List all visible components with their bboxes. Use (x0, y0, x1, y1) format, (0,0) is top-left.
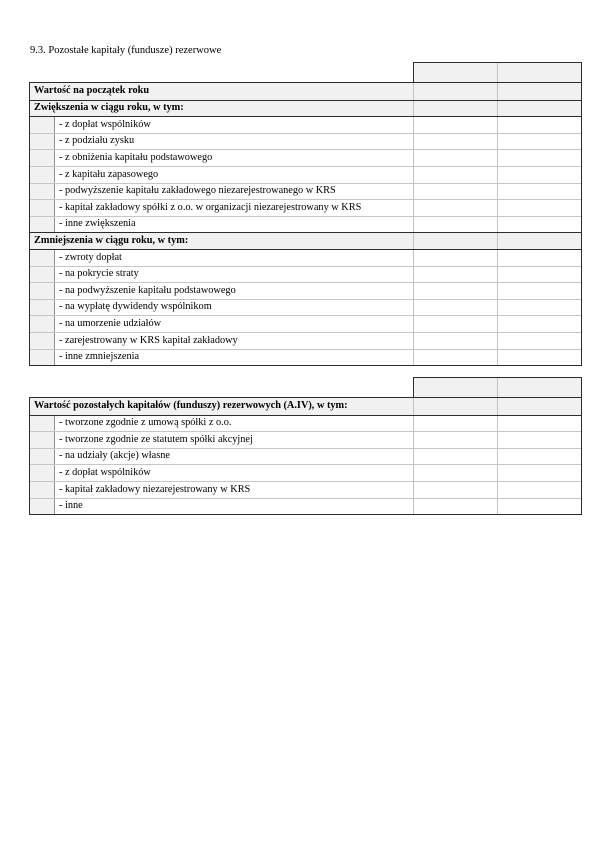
row-label: Wartość na początek roku (34, 85, 150, 97)
value-cell[interactable] (413, 449, 497, 465)
row-label: - tworzone zgodnie ze statutem spółki akcyjnej (59, 433, 253, 445)
value-cell[interactable] (413, 482, 497, 498)
value-cell[interactable] (497, 499, 581, 515)
value-cell[interactable] (413, 150, 497, 166)
value-cell[interactable] (497, 432, 581, 448)
table-row (30, 464, 581, 481)
table-row (30, 216, 581, 233)
row-label: - zarejestrowany w KRS kapitał zakładowy (59, 334, 238, 346)
row-indent-cell (30, 184, 55, 200)
value-cell[interactable] (497, 217, 581, 233)
value-cell[interactable] (497, 465, 581, 481)
row-indent-cell (30, 150, 55, 166)
value-cell[interactable] (413, 316, 497, 332)
row-indent-cell (30, 350, 55, 366)
table-row (30, 349, 581, 366)
row-indent-cell (30, 300, 55, 316)
value-cell[interactable] (413, 217, 497, 233)
value-cell[interactable] (497, 101, 581, 117)
row-indent-cell (30, 316, 55, 332)
row-label: - z podziału zysku (59, 135, 135, 147)
value-cell[interactable] (497, 134, 581, 150)
table-row (30, 398, 581, 415)
column-header-cell (414, 378, 497, 397)
value-cell[interactable] (497, 482, 581, 498)
table-row (30, 481, 581, 498)
value-cell[interactable] (413, 432, 497, 448)
row-indent-cell (30, 416, 55, 432)
table-row (30, 266, 581, 283)
row-label: - na podwyższenie kapitału podstawowego (59, 284, 236, 296)
value-cell[interactable] (497, 350, 581, 366)
value-cell[interactable] (413, 300, 497, 316)
capital-changes-table (29, 82, 582, 366)
table-row (30, 133, 581, 150)
value-cell[interactable] (413, 283, 497, 299)
row-label: - na wypłatę dywidendy wspólnikom (59, 301, 212, 313)
value-columns-header-table1 (413, 62, 582, 82)
value-columns-header-table2 (413, 377, 582, 397)
row-label: Zmniejszenia w ciągu roku, w tym: (34, 234, 189, 246)
row-label: Wartość pozostałych kapitałów (funduszy) rezerwowych (A.IV), w tym: (34, 400, 348, 412)
row-label: - inne zwiększenia (59, 218, 136, 230)
table-row (30, 83, 581, 100)
value-cell[interactable] (497, 267, 581, 283)
value-cell[interactable] (413, 200, 497, 216)
table-row (30, 249, 581, 266)
table-row (30, 282, 581, 299)
table-row (30, 448, 581, 465)
value-cell[interactable] (413, 398, 497, 415)
table-row (30, 116, 581, 133)
table-row (30, 299, 581, 316)
table-row (30, 183, 581, 200)
row-label: - na udziały (akcje) własne (59, 450, 170, 462)
value-cell[interactable] (497, 83, 581, 100)
value-cell[interactable] (497, 233, 581, 249)
row-indent-cell (30, 117, 55, 133)
table-row (30, 415, 581, 432)
value-cell[interactable] (497, 398, 581, 415)
value-cell[interactable] (497, 416, 581, 432)
row-label: - na umorzenie udziałów (59, 317, 162, 329)
value-cell[interactable] (413, 250, 497, 266)
row-label: - inne zmniejszenia (59, 351, 140, 363)
value-cell[interactable] (497, 449, 581, 465)
value-cell[interactable] (497, 150, 581, 166)
row-indent-cell (30, 482, 55, 498)
table-row (30, 232, 581, 249)
value-cell[interactable] (497, 333, 581, 349)
value-cell[interactable] (413, 267, 497, 283)
table-row (30, 498, 581, 515)
table-row (30, 199, 581, 216)
row-label: - podwyższenie kapitału zakładowego niezarejestrowanego w KRS (59, 185, 336, 197)
reserve-capital-composition-table (29, 397, 582, 515)
value-cell[interactable] (413, 233, 497, 249)
value-cell[interactable] (497, 117, 581, 133)
value-cell[interactable] (413, 465, 497, 481)
value-cell[interactable] (413, 117, 497, 133)
value-cell[interactable] (497, 167, 581, 183)
row-label: - na pokrycie straty (59, 268, 139, 280)
value-cell[interactable] (413, 350, 497, 366)
row-indent-cell (30, 333, 55, 349)
row-indent-cell (30, 465, 55, 481)
value-cell[interactable] (413, 499, 497, 515)
row-label: - zwroty dopłat (59, 251, 122, 263)
value-cell[interactable] (413, 134, 497, 150)
row-label: Zwiększenia w ciągu roku, w tym: (34, 102, 184, 114)
value-cell[interactable] (497, 300, 581, 316)
table-row (30, 166, 581, 183)
table-row (30, 100, 581, 117)
row-indent-cell (30, 267, 55, 283)
row-label: - z kapitału zapasowego (59, 168, 159, 180)
column-header-cell (414, 63, 497, 82)
table-row (30, 315, 581, 332)
value-cell[interactable] (497, 250, 581, 266)
row-indent-cell (30, 283, 55, 299)
row-label: - inne (59, 500, 83, 512)
row-indent-cell (30, 250, 55, 266)
row-label: - z dopłat wspólników (59, 118, 151, 130)
value-cell[interactable] (497, 200, 581, 216)
row-label: - z dopłat wspólników (59, 467, 151, 479)
value-cell[interactable] (413, 167, 497, 183)
table-row (30, 431, 581, 448)
table-row (30, 149, 581, 166)
value-cell[interactable] (497, 316, 581, 332)
value-cell[interactable] (497, 283, 581, 299)
row-label: - z obniżenia kapitału podstawowego (59, 152, 213, 164)
value-cell[interactable] (413, 416, 497, 432)
row-indent-cell (30, 134, 55, 150)
value-cell[interactable] (413, 333, 497, 349)
row-indent-cell (30, 217, 55, 233)
value-cell[interactable] (413, 184, 497, 200)
document-title: 9.3. Pozostałe kapitały (fundusze) rezerwowe (30, 45, 222, 56)
row-label: - kapitał zakładowy niezarejestrowany w KRS (59, 483, 251, 495)
row-indent-cell (30, 200, 55, 216)
value-cell[interactable] (413, 101, 497, 117)
column-header-cell (497, 63, 581, 82)
row-indent-cell (30, 499, 55, 515)
value-cell[interactable] (497, 184, 581, 200)
row-label: - tworzone zgodnie z umową spółki z o.o. (59, 417, 232, 429)
row-indent-cell (30, 432, 55, 448)
column-header-cell (497, 378, 581, 397)
row-label: - kapitał zakładowy spółki z o.o. w organizacji niezarejestrowany w KRS (59, 201, 362, 213)
row-indent-cell (30, 167, 55, 183)
row-indent-cell (30, 449, 55, 465)
table-row (30, 332, 581, 349)
value-cell[interactable] (413, 83, 497, 100)
